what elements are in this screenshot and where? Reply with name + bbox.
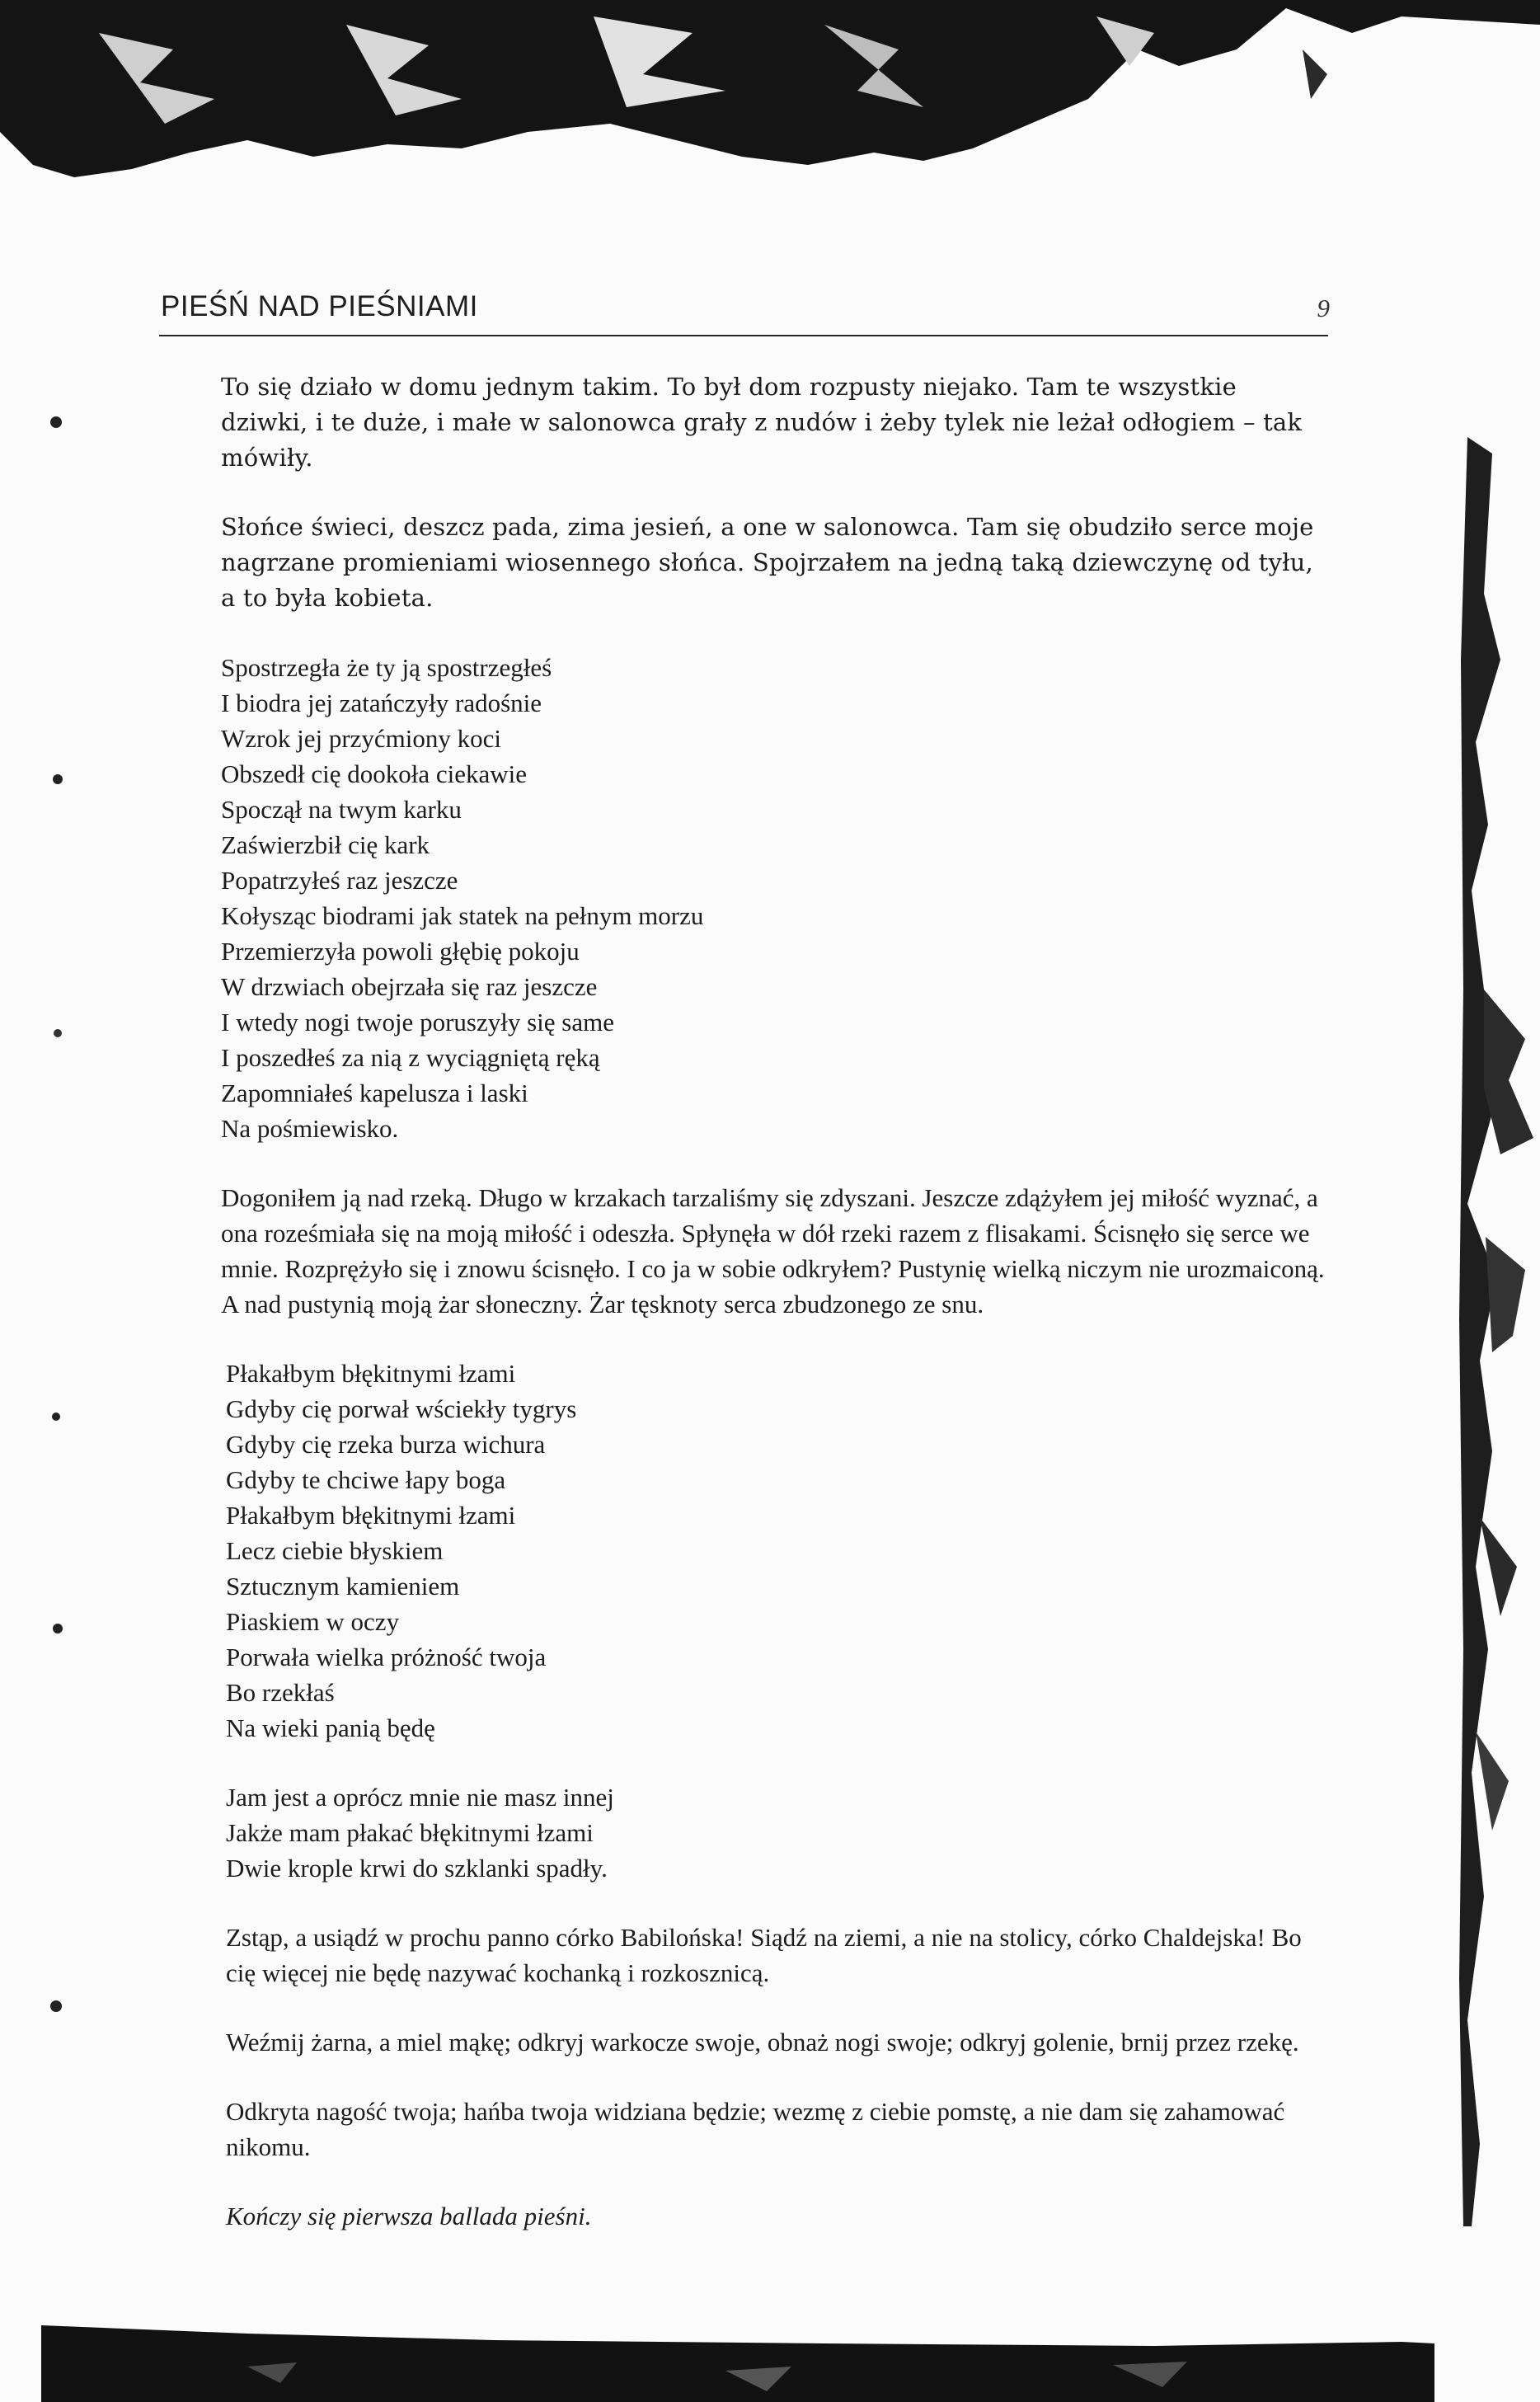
paragraph-5: Weźmij żarna, a miel mąkę; odkryj warkocze swoje, obnaż nogi swoje; odkryj golenie, brnij przez rzekę. [226,2028,1299,2057]
poem-line: Zapomniałeś kapelusza i laski [221,1079,528,1107]
poem-line: Gdyby cię porwał wściekły tygrys [226,1394,577,1423]
poem-line: Obszedł cię dookoła ciekawie [221,759,527,788]
paragraph-4: Zstąp, a usiądź w prochu panno córko Babilońska! Siądź na ziemi, a nie na stolicy, córko Chaldejska! Bo cię więcej nie będę nazywać kochanką i rozkosznicą. [226,1923,1302,1987]
closing-line: Kończy się pierwsza ballada pieśni. [226,2202,592,2230]
poem-line: Piaskiem w oczy [226,1607,400,1636]
poem-line: Zaświerzbił cię kark [221,830,430,859]
poem-line: I poszedłeś za nią z wyciągniętą ręką [221,1043,600,1072]
poem-line: Sztucznym kamieniem [226,1572,460,1601]
paragraph-3: Dogoniłem ją nad rzeką. Długo w krzakach tarzaliśmy się zdyszani. Jeszcze zdążyłem jej miłość wyznać, a ona roześmiała się na moją miłość i odeszła. Spłynęła w dół rzeki razem z flisakami. Ścisnęło się serce we mnie. Rozprężyło się i znowu ścisnęło. I co ja w sobie odkryłem? Pustynię wielką niczym nie urozmaiconą. A nad pustynią moją żar słoneczny. Żar tęsknoty serca zbudzonego ze snu. [221,1183,1325,1319]
scan-artifact-bottom [0,2301,1540,2402]
poem-stanza-1 [221,650,1326,1146]
page-number: 9 [1317,294,1330,322]
poem-line: Gdyby cię rzeka burza wichura [226,1430,546,1459]
poem-line: Kołysząc biodrami jak statek na pełnym morzu [221,901,704,930]
poem-line: Spostrzegła że ty ją spostrzegłeś [221,653,552,682]
poem-line: Płakałbym błękitnymi łzami [226,1501,516,1530]
poem-line: Dwie krople krwi do szklanki spadły. [226,1854,608,1883]
poem-line: Lecz ciebie błyskiem [226,1536,444,1565]
poem-line: Na wieki panią będę [226,1713,435,1742]
poem-stanza-2 [221,1356,1326,1746]
poem-line: Płakałbym błękitnymi łzami [226,1359,516,1388]
poem-line: Przemierzyła powoli głębię pokoju [221,937,580,966]
header-rule [159,335,1328,336]
scan-artifact-left-dots [0,0,99,2402]
scan-artifact-top [0,0,1540,190]
running-title: PIEŚŃ NAD PIEŚNIAMI [161,290,478,322]
poem-line: Jam jest a oprócz mnie nie masz innej [226,1783,614,1812]
poem-line: Spoczął na twym karku [221,795,462,824]
scan-artifact-right-edge [1434,165,1540,2309]
page-header [161,290,1330,340]
poem-line: W drzwiach obejrzała się raz jeszcze [221,972,598,1001]
poem-line: I biodra jej zatańczyły radośnie [221,689,542,717]
poem-line: I wtedy nogi twoje poruszyły się same [221,1008,614,1036]
page-body [221,369,1326,2234]
paragraph-6: Odkryta nagość twoja; hańba twoja widziana będzie; wezmę z ciebie pomstę, a nie dam się zahamować nikomu. [226,2097,1285,2161]
poem-line: Bo rzekłaś [226,1678,335,1707]
poem-line: Jakże mam płakać błękitnymi łzami [226,1818,594,1847]
poem-line: Na pośmiewisko. [221,1114,399,1143]
poem-line: Porwała wielka próżność twoja [226,1643,547,1671]
paragraph-2: Słońce świeci, deszcz pada, zima jesień, a one w salonowca. Tam się obudziło serce moje nagrzane promieniami wiosennego słońca. Spojrzałem na jedną taką dziewczynę od tyłu, a to była kobieta. [221,513,1314,612]
poem-line: Popatrzyłeś raz jeszcze [221,866,458,895]
poem-stanza-3 [221,1779,1326,1886]
paragraph-1: To się działo w domu jednym takim. To był dom rozpusty niejako. Tam te wszystkie dziwki, i te duże, i małe w salonowca grały z nudów i żeby tylek nie leżał odłogiem – tak mówiły. [221,373,1303,472]
poem-line: Wzrok jej przyćmiony koci [221,724,502,753]
poem-line: Gdyby te chciwe łapy boga [226,1465,506,1494]
